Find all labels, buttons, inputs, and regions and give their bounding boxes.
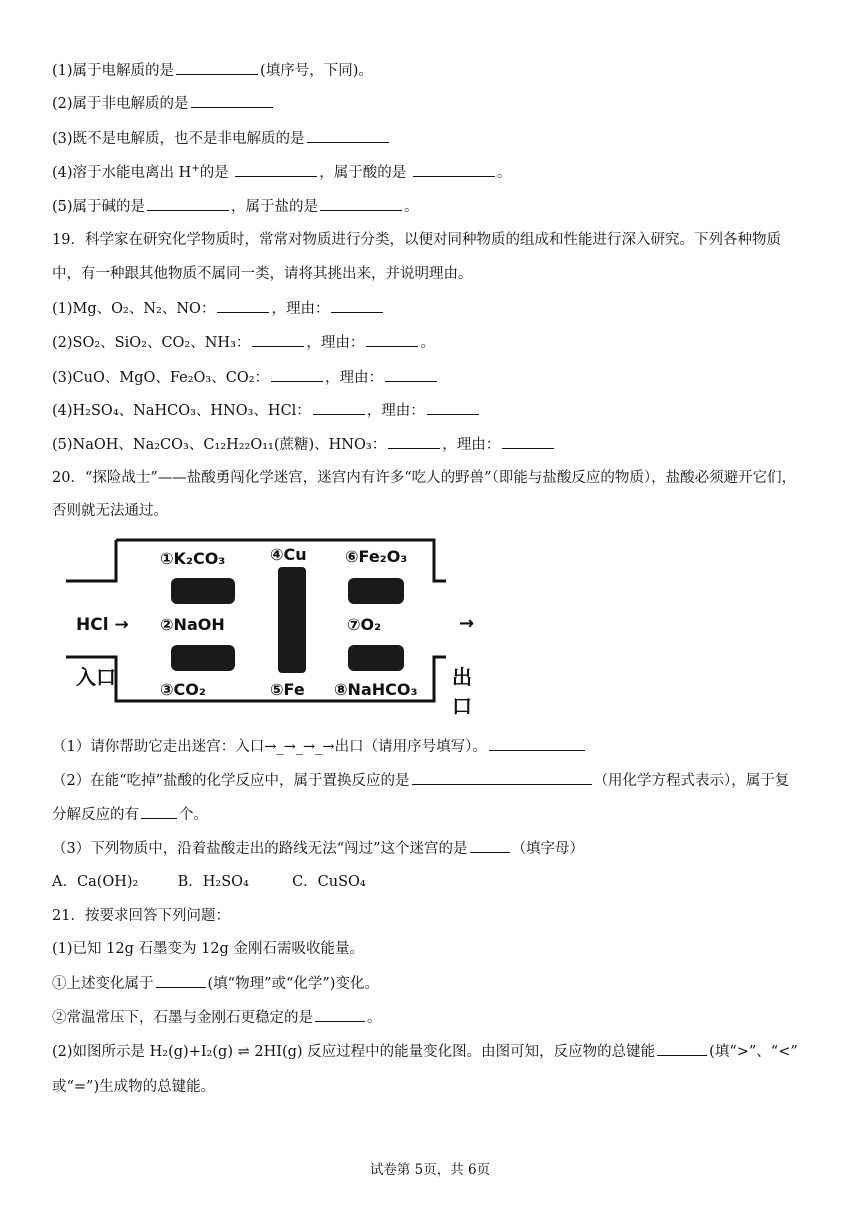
answer-blank[interactable]: [271, 366, 323, 382]
q20-options: [52, 871, 820, 893]
q20-sub2-cont: 分解反应的有 个。: [52, 803, 820, 826]
maze-label-fe2o3: ⑥Fe₂O₃: [345, 547, 408, 566]
answer-blank[interactable]: [366, 331, 418, 347]
answer-blank[interactable]: [315, 1006, 365, 1022]
wall-block: [278, 567, 306, 673]
answer-blank[interactable]: [489, 735, 585, 751]
answer-blank[interactable]: [388, 433, 440, 449]
maze-label-o2: ⑦O₂: [347, 615, 382, 634]
q19-stem-line1: 19．科学家在研究化学物质时，常常对物质进行分类，以便对同种物质的组成和性能进行深入研究。下列各种物质: [52, 232, 781, 248]
wall-block: [348, 578, 404, 604]
q20-sub3: （3）下列物质中，沿着盐酸走出的路线无法“闯过”这个迷宫的是 （填字母）: [52, 837, 820, 860]
q21-part2-cont: 或“=”)生成物的总键能。: [52, 1079, 216, 1095]
q19-item: (5)NaOH、Na₂CO₃、C₁₂H₂₂O₁₁(蔗糖)、HNO₃： ，理由：: [52, 433, 820, 456]
wall-block: [171, 645, 235, 671]
answer-blank[interactable]: [147, 195, 229, 211]
answer-blank[interactable]: [217, 297, 269, 313]
answer-blank[interactable]: [331, 297, 383, 313]
q20-sub1: （1）请你帮助它走出迷宫：入口→_→_→_→出口（请用序号填写）。: [52, 735, 820, 758]
wall-block: [348, 645, 404, 671]
maze-diagram: [64, 537, 475, 718]
answer-blank[interactable]: [252, 331, 304, 347]
q18-part1: (1)属于电解质的是 (填序号，下同)。: [52, 59, 820, 82]
maze-label-cu: ④Cu: [270, 545, 307, 564]
option-a[interactable]: A．Ca(OH)₂: [52, 874, 139, 890]
entry-label: 入口: [76, 665, 116, 689]
entry-arrow: HCl →: [76, 615, 129, 635]
answer-blank[interactable]: [385, 366, 437, 382]
q18-part3: (3)既不是电解质，也不是非电解质的是: [52, 127, 820, 150]
answer-blank[interactable]: [413, 161, 495, 177]
maze-label-k2co3: ①K₂CO₃: [160, 549, 226, 568]
exit-label: 出口: [452, 665, 472, 718]
answer-blank[interactable]: [307, 127, 389, 143]
q18-part2: (2)属于非电解质的是: [52, 92, 820, 115]
answer-blank[interactable]: [141, 803, 177, 819]
q19-item: (1)Mg、O₂、N₂、NO： ，理由：: [52, 297, 820, 320]
maze-label-nahco3: ⑧NaHCO₃: [334, 680, 418, 699]
answer-blank[interactable]: [427, 399, 479, 415]
answer-blank[interactable]: [412, 769, 592, 785]
answer-blank[interactable]: [657, 1040, 707, 1056]
q19-stem-line2: 中，有一种跟其他物质不属同一类，请将其挑出来，并说明理由。: [52, 266, 473, 282]
answer-blank[interactable]: [313, 399, 365, 415]
answer-blank[interactable]: [191, 92, 273, 108]
wall-block: [171, 578, 235, 604]
q21-part1: (1)已知 12g 石墨变为 12g 金刚石需吸收能量。: [52, 941, 364, 957]
exit-arrow-glyph: →: [459, 613, 475, 634]
answer-blank[interactable]: [320, 195, 402, 211]
q21-stem: 21．按要求回答下列问题：: [52, 908, 230, 924]
q21-part2: (2)如图所示是 H₂(g)+I₂(g) ⇌ 2HI(g) 反应过程中的能量变化图。由图可知，反应物的总键能 (填“>”、“<”: [52, 1040, 820, 1063]
page-footer: 试卷第 5页，共 6页: [369, 1162, 491, 1178]
answer-blank[interactable]: [176, 59, 258, 75]
answer-blank[interactable]: [156, 972, 206, 988]
option-b[interactable]: B．H₂SO₄: [177, 874, 249, 890]
q20-stem-line2: 否则就无法通过。: [52, 503, 168, 519]
q19-item: (2)SO₂、SiO₂、CO₂、NH₃： ，理由： 。: [52, 331, 820, 354]
q19-item: (4)H₂SO₄、NaHCO₃、HNO₃、HCl： ，理由：: [52, 399, 820, 422]
maze-label-naoh: ②NaOH: [160, 615, 225, 634]
answer-blank[interactable]: [470, 837, 510, 853]
answer-blank[interactable]: [235, 161, 317, 177]
q20-stem-line1: 20．“探险战士”——盐酸勇闯化学迷宫，迷宫内有许多“吃人的野兽”（即能与盐酸反应的物质），盐酸必须避开它们，: [52, 470, 797, 486]
maze-label-fe: ⑤Fe: [270, 680, 305, 699]
q18-part4: (4)溶于水能电离出 H+的是 ，属于酸的是 。: [52, 161, 820, 184]
answer-blank[interactable]: [502, 433, 554, 449]
q21-sub2: ②常温常压下，石墨与金刚石更稳定的是 。: [52, 1006, 820, 1029]
q21-sub1: ①上述变化属于 (填“物理”或“化学”)变化。: [52, 972, 820, 995]
q19-item: (3)CuO、MgO、Fe₂O₃、CO₂： ，理由：: [52, 366, 820, 389]
q20-sub2: （2）在能“吃掉”盐酸的化学反应中，属于置换反应的是 （用化学方程式表示），属于复: [52, 769, 820, 792]
q18-part5: (5)属于碱的是 ，属于盐的是 。: [52, 195, 820, 218]
option-c[interactable]: C．CuSO₄: [292, 874, 366, 890]
maze-label-co2: ③CO₂: [160, 680, 206, 699]
